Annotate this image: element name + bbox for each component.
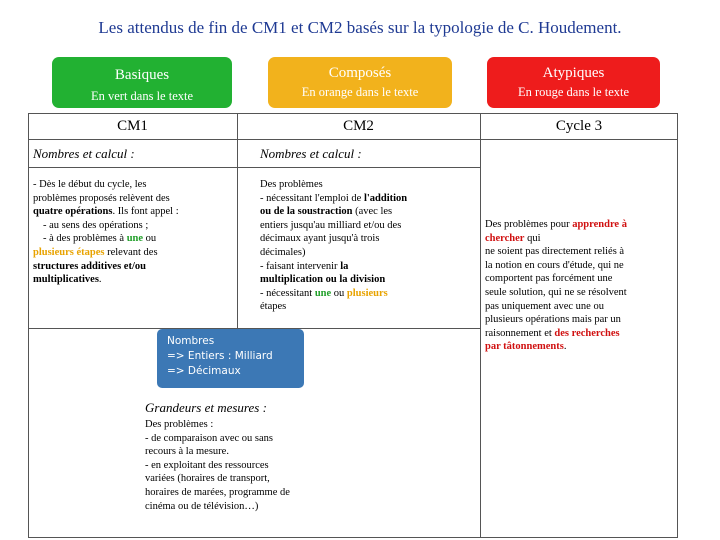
cycle3-line: chercher qui [485, 232, 541, 244]
cycle3-line: raisonnement et des recherches [485, 327, 620, 339]
cm2-cycle3-divider [480, 113, 481, 538]
cm1-line: - au sens des opérations ; [43, 219, 149, 231]
cm2-line: étapes [260, 301, 287, 313]
atypical-subtitle: En rouge dans le texte [517, 85, 630, 99]
page-title: Les attendus de fin de CM1 et CM2 basés sur la typologie de C. Houdement. [98, 18, 622, 37]
cm1-line: quatre opérations. Ils font appel : [33, 206, 179, 218]
cm2-line: - faisant intervenir la [260, 260, 349, 272]
grandeurs-line: Des problèmes : [145, 419, 214, 430]
cm2-line: entiers jusqu'au milliard et/ou des [260, 219, 402, 231]
cm1-line: structures additives et/ou [33, 260, 146, 272]
cm2-line: décimaux ayant jusqu'à trois [260, 233, 380, 245]
cycle3-line: plusieurs opérations mais par un [485, 314, 621, 326]
cycle3-text [485, 218, 675, 354]
composite-label: Composés [328, 65, 392, 81]
cm1-cm2-divider [237, 113, 238, 328]
cm1-text [33, 178, 233, 287]
section-row-divider [28, 167, 480, 168]
cm1-line: - à des problèmes à une ou [43, 233, 157, 245]
grandeurs-text [145, 418, 345, 513]
cm1-section-title: Nombres et calcul : [33, 146, 135, 161]
composite-category-badge [268, 57, 452, 108]
cm1-line: - Dès le début du cycle, les [33, 179, 147, 190]
grandeurs-line: recours à la mesure. [145, 446, 229, 458]
cm2-section-title: Nombres et calcul : [260, 146, 362, 161]
column-header-cm2: CM2 [343, 118, 374, 134]
grandeurs-line: - en exploitant des ressources [145, 459, 269, 471]
grandeurs-line: cinéma ou de télévision…) [145, 500, 259, 512]
cm1-line: plusieurs étapes relevant des [33, 246, 158, 258]
callout-line: => Entiers : Milliard [167, 350, 273, 362]
grandeurs-line: - de comparaison avec ou sans [145, 432, 273, 444]
column-header-cycle3: Cycle 3 [555, 118, 603, 134]
grandeurs-line: variées (horaires de transport, [145, 473, 270, 485]
numbers-callout-box [157, 329, 304, 388]
cycle3-line: comportent pas forcément une [485, 273, 613, 285]
cycle3-line: par tâtonnements. [485, 341, 567, 353]
basic-subtitle: En vert dans le texte [90, 89, 194, 103]
cycle3-line: la notion en cours d'étude, qui ne [485, 259, 624, 271]
cm2-line: - nécessitant une ou plusieurs [260, 287, 388, 299]
basic-category-badge [52, 57, 232, 108]
composite-subtitle: En orange dans le texte [301, 85, 419, 99]
callout-line: Nombres [167, 335, 215, 347]
cm2-line: Des problèmes [260, 179, 323, 190]
basic-label: Basiques [114, 67, 170, 83]
cm2-line: multiplication ou la division [260, 274, 386, 286]
grandeurs-line: horaires de marées, programme de [145, 486, 290, 498]
cycle3-line: Des problèmes pour apprendre à [485, 219, 627, 230]
atypical-category-badge [487, 57, 660, 108]
cm1-line: multiplicatives. [33, 274, 102, 286]
cm2-line: décimales) [260, 246, 306, 258]
atypical-label: Atypiques [542, 65, 605, 81]
cycle3-line: seule solution, qui ne se résolvent [485, 286, 627, 298]
cm2-line: ou de la soustraction (avec les [260, 206, 393, 218]
grandeurs-section-title: Grandeurs et mesures : [145, 400, 267, 415]
header-row-divider [28, 139, 678, 140]
cycle3-line: ne soient pas directement reliés à [485, 246, 625, 258]
callout-line: => Décimaux [167, 365, 241, 377]
cycle3-line: pas uniquement avec une ou [485, 300, 604, 312]
cm2-text [260, 178, 475, 314]
cm2-line: - nécessitant l'emploi de l'addition [260, 192, 408, 204]
column-header-cm1: CM1 [117, 118, 148, 134]
cm1-line: problèmes proposés relèvent des [33, 192, 170, 204]
